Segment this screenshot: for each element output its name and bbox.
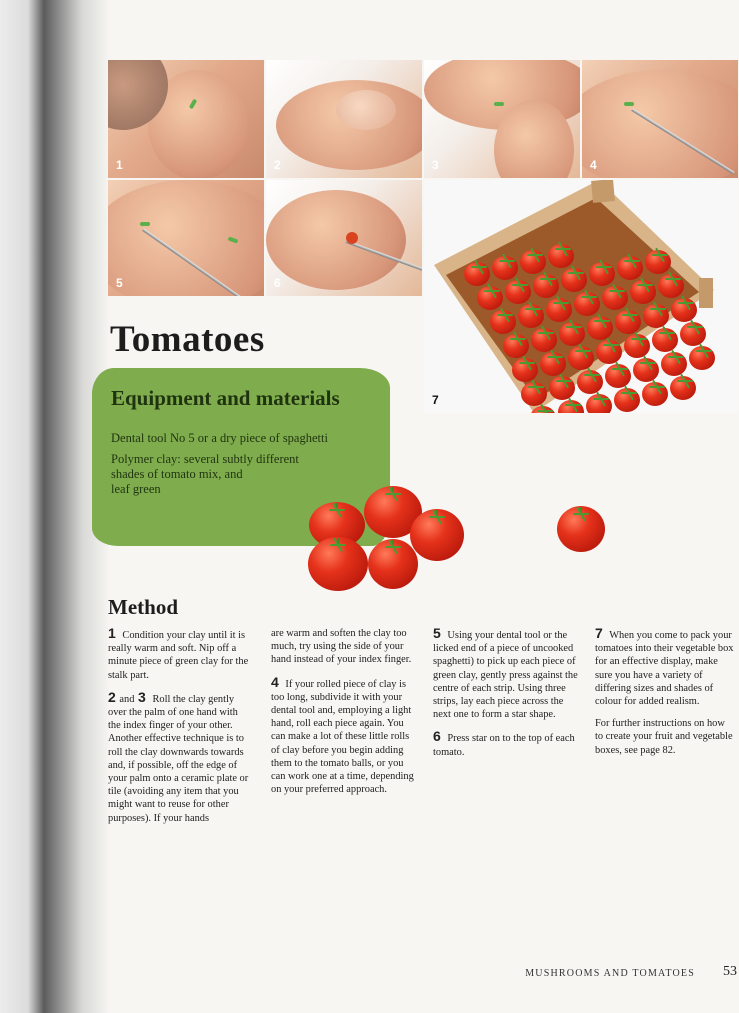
crate-tomato bbox=[586, 394, 612, 413]
crate-tomato bbox=[549, 376, 575, 400]
step-text: When you come to pack your tomatoes into their vegetable box for an effective display, make sure you have a variety of differing sizes and shades of colour for added realism. bbox=[595, 630, 734, 708]
tomato bbox=[368, 539, 418, 589]
crate-tomato bbox=[671, 298, 697, 322]
crate-tomato bbox=[521, 382, 547, 406]
crate-tomato bbox=[512, 358, 538, 382]
step-6 bbox=[433, 730, 578, 758]
step-text: Using your dental tool or the licked end of a piece of uncooked spaghetti) to pick up each piece of green clay, gently press against the centre of each strip. Using three strips, lay each piece across the next one to form a star shape. bbox=[433, 630, 578, 721]
crate-tomato bbox=[602, 286, 628, 310]
crate-tomato bbox=[518, 304, 544, 328]
crate-tomato bbox=[587, 316, 613, 340]
step-number: 7 bbox=[595, 625, 603, 641]
crate-tomato bbox=[492, 256, 518, 280]
tomato bbox=[410, 509, 464, 561]
crate-tomato bbox=[568, 346, 594, 370]
step-number: 5 bbox=[433, 625, 441, 641]
step-text: If your rolled piece of clay is too long, subdivide it with your dental tool and, employing a light hand, roll each piece again. You can make a lot of these little rolls of clay before you begin adding them to the tomato balls, or you can work one at a time, depending on your preferred approach. bbox=[271, 678, 414, 796]
step-number: 4 bbox=[271, 673, 279, 690]
crate-tomato bbox=[633, 358, 659, 382]
step-1 bbox=[108, 627, 253, 682]
crate-tomato bbox=[670, 376, 696, 400]
tomato bbox=[308, 537, 368, 591]
step-photo-5 bbox=[108, 180, 264, 296]
crate-tomato bbox=[477, 286, 503, 310]
photo-number: 7 bbox=[432, 393, 439, 407]
crate-tomato bbox=[630, 280, 656, 304]
step-7 bbox=[595, 627, 735, 708]
crate-tomato bbox=[652, 328, 678, 352]
step-photo-3 bbox=[424, 60, 580, 178]
photo-number: 6 bbox=[274, 276, 281, 290]
crate-tomato bbox=[561, 268, 587, 292]
crate-tomato bbox=[490, 310, 516, 334]
crate-tomato bbox=[624, 334, 650, 358]
photo-number: 2 bbox=[274, 158, 281, 172]
crate-tomato bbox=[680, 322, 706, 346]
step-photo-4 bbox=[582, 60, 738, 178]
step-text: Press star on to the top of each tomato. bbox=[433, 733, 575, 758]
crate-tomato bbox=[559, 322, 585, 346]
photo-number: 3 bbox=[432, 158, 439, 172]
method-column-4 bbox=[595, 627, 735, 766]
crate-tomato bbox=[661, 352, 687, 376]
method-column-2 bbox=[271, 627, 416, 805]
tomato-crate-photo bbox=[424, 180, 738, 413]
step-3-continued: are warm and soften the clay too much, try using the side of your hand instead of your index finger. bbox=[271, 628, 412, 666]
step-number: 2 bbox=[108, 688, 116, 705]
running-head: MUSHROOMS AND TOMATOES bbox=[525, 968, 695, 979]
step-number: 6 bbox=[433, 728, 441, 745]
tomato bbox=[557, 506, 605, 552]
method-heading: Method bbox=[108, 595, 178, 619]
equipment-item-dental-tool: Dental tool No 5 or a dry piece of spaghetti bbox=[111, 431, 328, 445]
step-number: 3 bbox=[138, 688, 146, 705]
page-title: Tomatoes bbox=[110, 319, 265, 360]
crate-tomato bbox=[546, 298, 572, 322]
crate-tomato bbox=[615, 310, 641, 334]
photo-number: 4 bbox=[590, 158, 597, 172]
crate-tomato bbox=[577, 370, 603, 394]
step-photo-1 bbox=[108, 60, 264, 178]
crate-tomato bbox=[643, 304, 669, 328]
step-text: Condition your clay until it is really warm and soft. Nip off a minute piece of green clay for the stalk part. bbox=[108, 630, 249, 681]
crate-tomato bbox=[503, 334, 529, 358]
method-column-1 bbox=[108, 627, 253, 834]
photo-number: 5 bbox=[116, 276, 123, 290]
crate-tomato bbox=[505, 280, 531, 304]
method-column-3 bbox=[433, 627, 578, 768]
crate-tomato bbox=[658, 274, 684, 298]
step-5 bbox=[433, 627, 578, 721]
step-2-3 bbox=[108, 688, 253, 825]
step-photo-6 bbox=[266, 180, 422, 296]
step-number-joiner: and bbox=[119, 693, 135, 705]
crate-tomato bbox=[596, 340, 622, 364]
step-4 bbox=[271, 673, 416, 797]
crate-tomato bbox=[645, 250, 671, 274]
crate-tomato bbox=[689, 346, 715, 370]
equipment-item-clay-line2: shades of tomato mix, and bbox=[111, 467, 243, 481]
step-photo-2 bbox=[266, 60, 422, 178]
crate-tomato bbox=[540, 352, 566, 376]
crate-tomato bbox=[614, 388, 640, 412]
crate-tomato bbox=[548, 244, 574, 268]
page-number: 53 bbox=[723, 964, 737, 979]
crate-tomato bbox=[520, 250, 546, 274]
crate-tomato bbox=[642, 382, 668, 406]
step-number: 1 bbox=[108, 625, 116, 641]
further-instructions: For further instructions on how to create your fruit and vegetable boxes, see page 82. bbox=[595, 718, 733, 756]
crate-tomato bbox=[531, 328, 557, 352]
photo-number: 1 bbox=[116, 158, 123, 172]
crate-tomato bbox=[464, 262, 490, 286]
equipment-item-clay-line3: leaf green bbox=[111, 482, 161, 496]
crate-tomato bbox=[574, 292, 600, 316]
equipment-item-clay-line1: Polymer clay: several subtly different bbox=[111, 452, 299, 466]
crate-tomato bbox=[533, 274, 559, 298]
crate-tomato bbox=[617, 256, 643, 280]
equipment-heading: Equipment and materials bbox=[111, 386, 340, 410]
crate-tomato bbox=[589, 262, 615, 286]
step-text: Roll the clay gently over the palm of one hand with the index finger of your other. Another effective technique is to roll the clay downwards towards and, if possible, off the edge of your palm onto a ceramic plate or tile (avoiding any item that you might want to reuse for other purposes). If your hands bbox=[108, 693, 249, 824]
crate-tomato bbox=[605, 364, 631, 388]
